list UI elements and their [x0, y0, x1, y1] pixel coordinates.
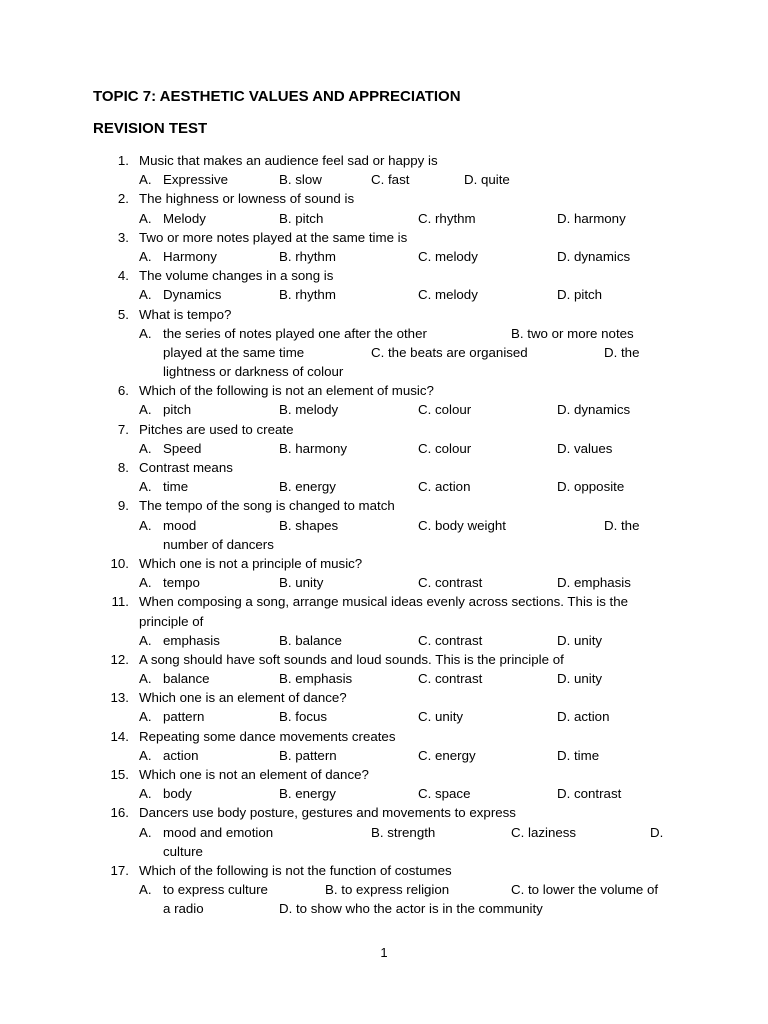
question-line: [0, 151, 768, 170]
option-text: action: [163, 747, 199, 763]
option-text: D. dynamics: [557, 248, 631, 264]
option-text: number of dancers: [163, 536, 274, 552]
question-text: Which one is not a principle of music?: [139, 555, 363, 571]
question-number: 2.: [117, 191, 129, 207]
question-number: 3.: [117, 229, 129, 245]
option-text: D. unity: [557, 671, 603, 687]
option-text: C. space: [418, 786, 471, 802]
option-text: C. unity: [418, 709, 464, 725]
option-label: A.: [139, 287, 152, 303]
option-label: A.: [139, 440, 152, 456]
question-line: [0, 228, 768, 247]
option-row: [0, 343, 768, 362]
question-text: Two or more notes played at the same time is: [139, 229, 408, 245]
question-line: [0, 496, 768, 515]
option-row: [0, 516, 768, 535]
option-row: [0, 439, 768, 458]
option-text: C. melody: [418, 287, 478, 303]
option-text: D. harmony: [557, 210, 626, 226]
option-row: [0, 899, 768, 918]
option-text: Melody: [163, 210, 206, 226]
question-list: [0, 151, 768, 919]
option-text: D. the: [604, 344, 640, 360]
question-line: [0, 420, 768, 439]
option-text: Dynamics: [163, 287, 222, 303]
option-text: tempo: [163, 575, 200, 591]
option-text: D. emphasis: [557, 575, 631, 591]
question-text: Which of the following is not the function of costumes: [139, 862, 452, 878]
option-text: B. shapes: [279, 517, 339, 533]
option-text: the series of notes played one after the other: [163, 325, 427, 341]
option-row: [0, 247, 768, 266]
option-text: C. melody: [418, 248, 478, 264]
option-text: D. opposite: [557, 479, 625, 495]
option-text: B. strength: [371, 824, 436, 840]
option-text: B. slow: [279, 172, 322, 188]
question-text: The volume changes in a song is: [139, 268, 334, 284]
option-row: [0, 573, 768, 592]
option-label: A.: [139, 632, 152, 648]
question-line: [0, 305, 768, 324]
option-label: A.: [139, 517, 152, 533]
option-text: C. fast: [371, 172, 410, 188]
question-line: [0, 612, 768, 631]
question-text: A song should have soft sounds and loud sounds. This is the principle of: [139, 651, 564, 667]
option-label: A.: [139, 575, 152, 591]
option-label: A.: [139, 747, 152, 763]
option-text: pitch: [163, 402, 192, 418]
question-number: 13.: [110, 690, 129, 706]
option-row: [0, 170, 768, 189]
option-label: A.: [139, 709, 152, 725]
option-row: [0, 784, 768, 803]
option-text: B. focus: [279, 709, 328, 725]
option-text: C. colour: [418, 402, 472, 418]
question-line: [0, 688, 768, 707]
option-row: [0, 746, 768, 765]
option-text: D. time: [557, 747, 600, 763]
question-number: 15.: [110, 767, 129, 782]
option-text: B. pattern: [279, 747, 337, 763]
option-label: A.: [139, 248, 152, 264]
option-row: [0, 880, 768, 899]
option-label: A.: [139, 882, 152, 898]
option-text: B. unity: [279, 575, 324, 591]
question-line: [0, 381, 768, 400]
option-row: [0, 400, 768, 419]
option-row: [0, 285, 768, 304]
option-text: pattern: [163, 709, 205, 725]
question-text: The tempo of the song is changed to match: [139, 498, 395, 514]
option-text: C. contrast: [418, 671, 483, 687]
option-text: mood and emotion: [163, 824, 274, 840]
question-text: The highness or lowness of sound is: [139, 191, 355, 207]
option-row: [0, 842, 768, 861]
option-row: [0, 823, 768, 842]
option-text: Harmony: [163, 248, 217, 264]
option-text: D. quite: [464, 172, 510, 188]
option-text: balance: [163, 671, 210, 687]
option-label: A.: [139, 210, 152, 226]
question-text: Repeating some dance movements creates: [139, 728, 396, 744]
option-text: B. energy: [279, 479, 336, 495]
question-number: 1.: [117, 153, 129, 168]
option-row: [0, 707, 768, 726]
question-line: [0, 727, 768, 746]
option-text: C. body weight: [418, 517, 506, 533]
option-row: [0, 209, 768, 228]
question-text: Music that makes an audience feel sad or happy is: [139, 153, 438, 168]
option-text: D.: [650, 824, 664, 840]
option-text: C. to lower the volume of: [511, 882, 659, 898]
option-text: D. the: [604, 517, 640, 533]
option-row: [0, 631, 768, 650]
option-text: C. rhythm: [418, 210, 476, 226]
question-line: [0, 592, 768, 611]
question-text: Which of the following is not an element of music?: [139, 383, 434, 399]
question-number: 8.: [117, 460, 129, 475]
option-text: C. action: [418, 479, 471, 495]
question-line: [0, 266, 768, 285]
option-text: D. unity: [557, 632, 603, 648]
option-text: lightness or darkness of colour: [163, 364, 344, 380]
option-row: [0, 669, 768, 688]
option-label: A.: [139, 172, 152, 188]
question-line: [0, 189, 768, 208]
question-line: [0, 458, 768, 477]
option-row: [0, 362, 768, 381]
option-text: C. the beats are organised: [371, 344, 528, 360]
option-text: culture: [163, 843, 203, 859]
question-line: [0, 861, 768, 880]
option-text: B. pitch: [279, 210, 324, 226]
option-text: B. melody: [279, 402, 339, 418]
option-text: emphasis: [163, 632, 220, 648]
option-text: C. laziness: [511, 824, 577, 840]
question-line: [0, 554, 768, 573]
page-number: 1: [380, 945, 388, 960]
option-label: A.: [139, 402, 152, 418]
option-label: A.: [139, 325, 152, 341]
option-text: to express culture: [163, 882, 268, 898]
option-label: A.: [139, 786, 152, 802]
option-text: D. contrast: [557, 786, 622, 802]
question-number: 5.: [117, 306, 129, 322]
option-text: body: [163, 786, 192, 802]
question-text: Which one is an element of dance?: [139, 690, 347, 706]
question-line: [0, 803, 768, 822]
question-line: [0, 650, 768, 669]
option-row: [0, 324, 768, 343]
option-text: B. to express religion: [325, 882, 450, 898]
question-number: 7.: [117, 421, 129, 437]
option-text: played at the same time: [163, 344, 305, 360]
question-number: 6.: [117, 383, 129, 399]
document-subtitle: REVISION TEST: [93, 120, 208, 137]
question-number: 14.: [110, 728, 129, 744]
option-text: D. action: [557, 709, 610, 725]
question-text: Contrast means: [139, 460, 233, 475]
option-label: A.: [139, 671, 152, 687]
question-number: 12.: [110, 651, 129, 667]
option-text: B. rhythm: [279, 287, 336, 303]
option-text: B. emphasis: [279, 671, 353, 687]
question-text: Pitches are used to create: [139, 421, 294, 437]
question-number: 10.: [110, 555, 129, 571]
question-number: 11.: [111, 594, 129, 610]
document-title: TOPIC 7: AESTHETIC VALUES AND APPRECIATION: [93, 88, 461, 105]
question-number: 16.: [110, 805, 129, 821]
question-number: 4.: [117, 268, 129, 284]
question-text: What is tempo?: [139, 306, 232, 322]
option-text: D. dynamics: [557, 402, 631, 418]
option-row: [0, 477, 768, 496]
option-label: A.: [139, 824, 152, 840]
option-text: C. colour: [418, 440, 472, 456]
option-text: D. values: [557, 440, 613, 456]
option-row: [0, 535, 768, 554]
option-text: C. energy: [418, 747, 476, 763]
option-text: Expressive: [163, 172, 229, 188]
option-text: B. balance: [279, 632, 342, 648]
option-text: mood: [163, 517, 197, 533]
option-text: Speed: [163, 440, 202, 456]
option-text: time: [163, 479, 189, 495]
option-text: B. rhythm: [279, 248, 336, 264]
option-text: D. pitch: [557, 287, 603, 303]
option-text: B. harmony: [279, 440, 347, 456]
option-label: A.: [139, 479, 152, 495]
question-text: Dancers use body posture, gestures and movements to express: [139, 805, 516, 821]
question-text: Which one is not an element of dance?: [139, 767, 369, 782]
question-number: 9.: [117, 498, 129, 514]
option-text: D. to show who the actor is in the community: [279, 901, 543, 917]
question-number: 17.: [110, 862, 129, 878]
question-text: When composing a song, arrange musical ideas evenly across sections. This is the: [139, 594, 629, 610]
option-text: B. energy: [279, 786, 336, 802]
option-text: C. contrast: [418, 632, 483, 648]
option-text: a radio: [163, 901, 204, 917]
option-text: C. contrast: [418, 575, 483, 591]
option-text: B. two or more notes: [511, 325, 634, 341]
question-text: principle of: [139, 613, 204, 629]
question-line: [0, 765, 768, 784]
